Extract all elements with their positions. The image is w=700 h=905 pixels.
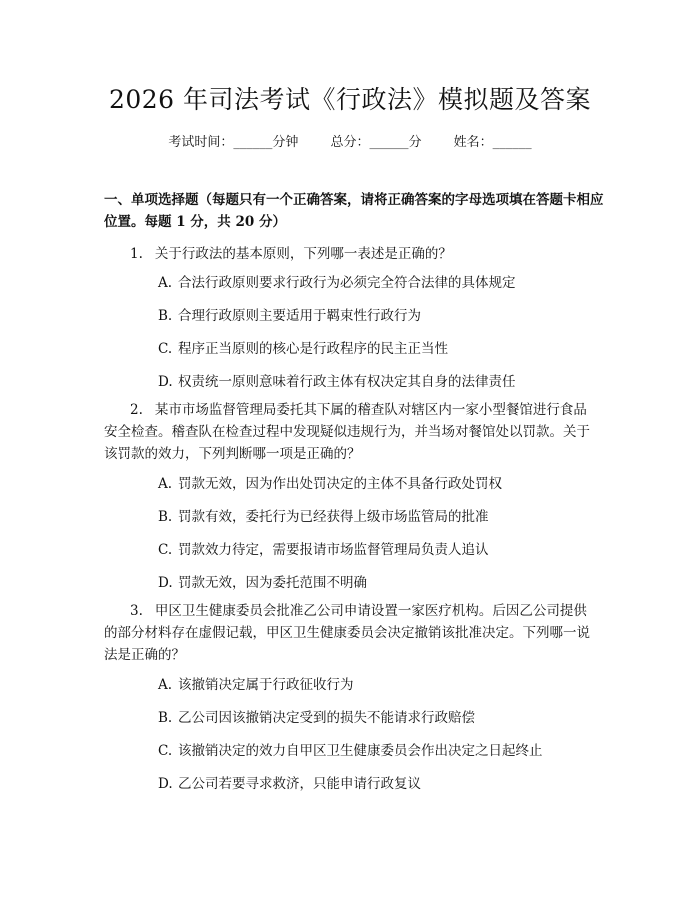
option-text: 权责统一原则意味着行政主体有权决定其自身的法律责任 [178, 374, 516, 390]
option-text: 罚款无效，因为作出处罚决定的主体不具备行政处罚权 [178, 476, 502, 492]
option-text: 该撤销决定的效力自甲区卫生健康委员会作出决定之日起终止 [178, 743, 543, 759]
total-score-field: 总分：______分 [330, 135, 422, 150]
question-1-option-b [158, 305, 598, 327]
question-3-option-d [158, 773, 598, 795]
question-1-option-a [158, 272, 598, 294]
option-letter: D. [158, 374, 173, 390]
question-1-number: 1. [130, 246, 143, 262]
question-1-option-d [158, 371, 598, 393]
question-2-option-b [158, 506, 598, 528]
option-text: 该撤销决定属于行政征收行为 [178, 677, 354, 693]
question-2-number: 2. [130, 402, 143, 418]
option-letter: C. [158, 341, 173, 357]
option-letter: C. [158, 743, 173, 759]
option-text: 罚款效力待定，需要报请市场监督管理局负责人追认 [178, 542, 489, 558]
option-text: 合法行政原则要求行政行为必须完全符合法律的具体规定 [178, 275, 516, 291]
option-letter: B. [158, 308, 173, 324]
option-letter: A. [158, 677, 173, 693]
option-letter: D. [158, 776, 173, 792]
option-letter: B. [158, 710, 173, 726]
question-2-stem [104, 399, 600, 465]
question-3-option-a [158, 674, 598, 696]
exam-info-line [0, 131, 700, 150]
question-3-option-b [158, 707, 598, 729]
question-1-stem [104, 243, 600, 265]
option-text: 程序正当原则的核心是行政程序的民主正当性 [178, 341, 448, 357]
question-2-option-d [158, 572, 598, 594]
option-letter: B. [158, 509, 173, 525]
option-letter: A. [158, 275, 173, 291]
option-text: 罚款无效，因为委托范围不明确 [178, 575, 367, 591]
name-field: 姓名：______ [453, 135, 532, 150]
question-2-text: 某市市场监督管理局委托其下属的稽查队对辖区内一家小型餐馆进行食品安全检查。稽查队在检查过程中发现疑似违规行为，并当场对餐馆处以罚款。关于该罚款的效力，下列判断哪一项是正确的？ [104, 402, 590, 462]
option-text: 合理行政原则主要适用于羁束性行政行为 [178, 308, 421, 324]
option-letter: C. [158, 542, 173, 558]
exam-time-field: 考试时间：______分钟 [168, 135, 299, 150]
question-3-text: 甲区卫生健康委员会批准乙公司申请设置一家医疗机构。后因乙公司提供的部分材料存在虚假记载，甲区卫生健康委员会决定撤销该批准决定。下列哪一说法是正确的？ [104, 603, 590, 663]
option-letter: D. [158, 575, 173, 591]
question-3-stem [104, 600, 600, 666]
option-text: 乙公司若要寻求救济，只能申请行政复议 [178, 776, 421, 792]
option-text: 乙公司因该撤销决定受到的损失不能请求行政赔偿 [178, 710, 475, 726]
question-2-option-a [158, 473, 598, 495]
section-heading: 一、单项选择题（每题只有一个正确答案，请将正确答案的字母选项填在答题卡相应位置。每题 1 分，共 20 分） [104, 192, 604, 230]
option-letter: A. [158, 476, 173, 492]
question-2-option-c [158, 539, 598, 561]
document-title: 2026 年司法考试《行政法》模拟题及答案 [108, 85, 592, 114]
question-3-number: 3. [130, 603, 143, 619]
question-1-text: 关于行政法的基本原则，下列哪一表述是正确的？ [154, 246, 452, 262]
question-1-option-c [158, 338, 598, 360]
question-3-option-c [158, 740, 598, 762]
option-text: 罚款有效，委托行为已经获得上级市场监管局的批准 [178, 509, 489, 525]
